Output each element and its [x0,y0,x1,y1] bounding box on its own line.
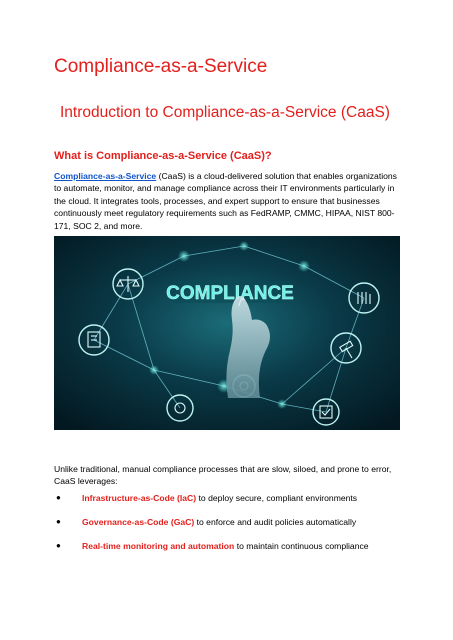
bullet-icon: ● [56,541,61,550]
bullet-icon: ● [56,493,61,502]
intro-paragraph [54,170,404,232]
caas-link[interactable]: Compliance-as-a-Service [54,171,157,181]
intro-text: (CaaS) is a cloud-delivered solution that enables organizations to automate, monitor, and manage compliance across their IT environments particularly in the cloud. It integrates tools, processes, and expert support to ensure that businesses continuously meet regulatory requirements such as FedRAMP, CMMC, HIPAA, NIST 800-171, SOC 2, and more. [54,171,397,231]
bullet-term: Infrastructure-as-Code (IaC) [82,493,197,503]
bullet-term: Real-time monitoring and automation [82,541,235,551]
bullet-icon: ● [56,517,61,526]
bullet-text: to enforce and audit policies automatically [194,517,357,527]
hero-compliance-text: COMPLIANCE [166,283,294,304]
bullet-text: to deploy secure, compliant environments [196,493,358,503]
section-heading: What is Compliance-as-a-Service (CaaS)? [54,150,272,162]
bullet-term: Governance-as-Code (GaC) [82,517,195,527]
lead-paragraph: Unlike traditional, manual compliance processes that are slow, siloed, and prone to error, CaaS leverages: [54,464,392,487]
bullet-text: to maintain continuous compliance [234,541,369,551]
benefits-list [54,492,414,564]
document-subtitle: Introduction to Compliance-as-a-Service (CaaS) [60,104,390,121]
document-title: Compliance-as-a-Service [54,56,268,77]
list-item [54,516,414,528]
list-item [54,492,414,504]
list-item [54,540,414,552]
compliance-hero-image [54,236,400,430]
